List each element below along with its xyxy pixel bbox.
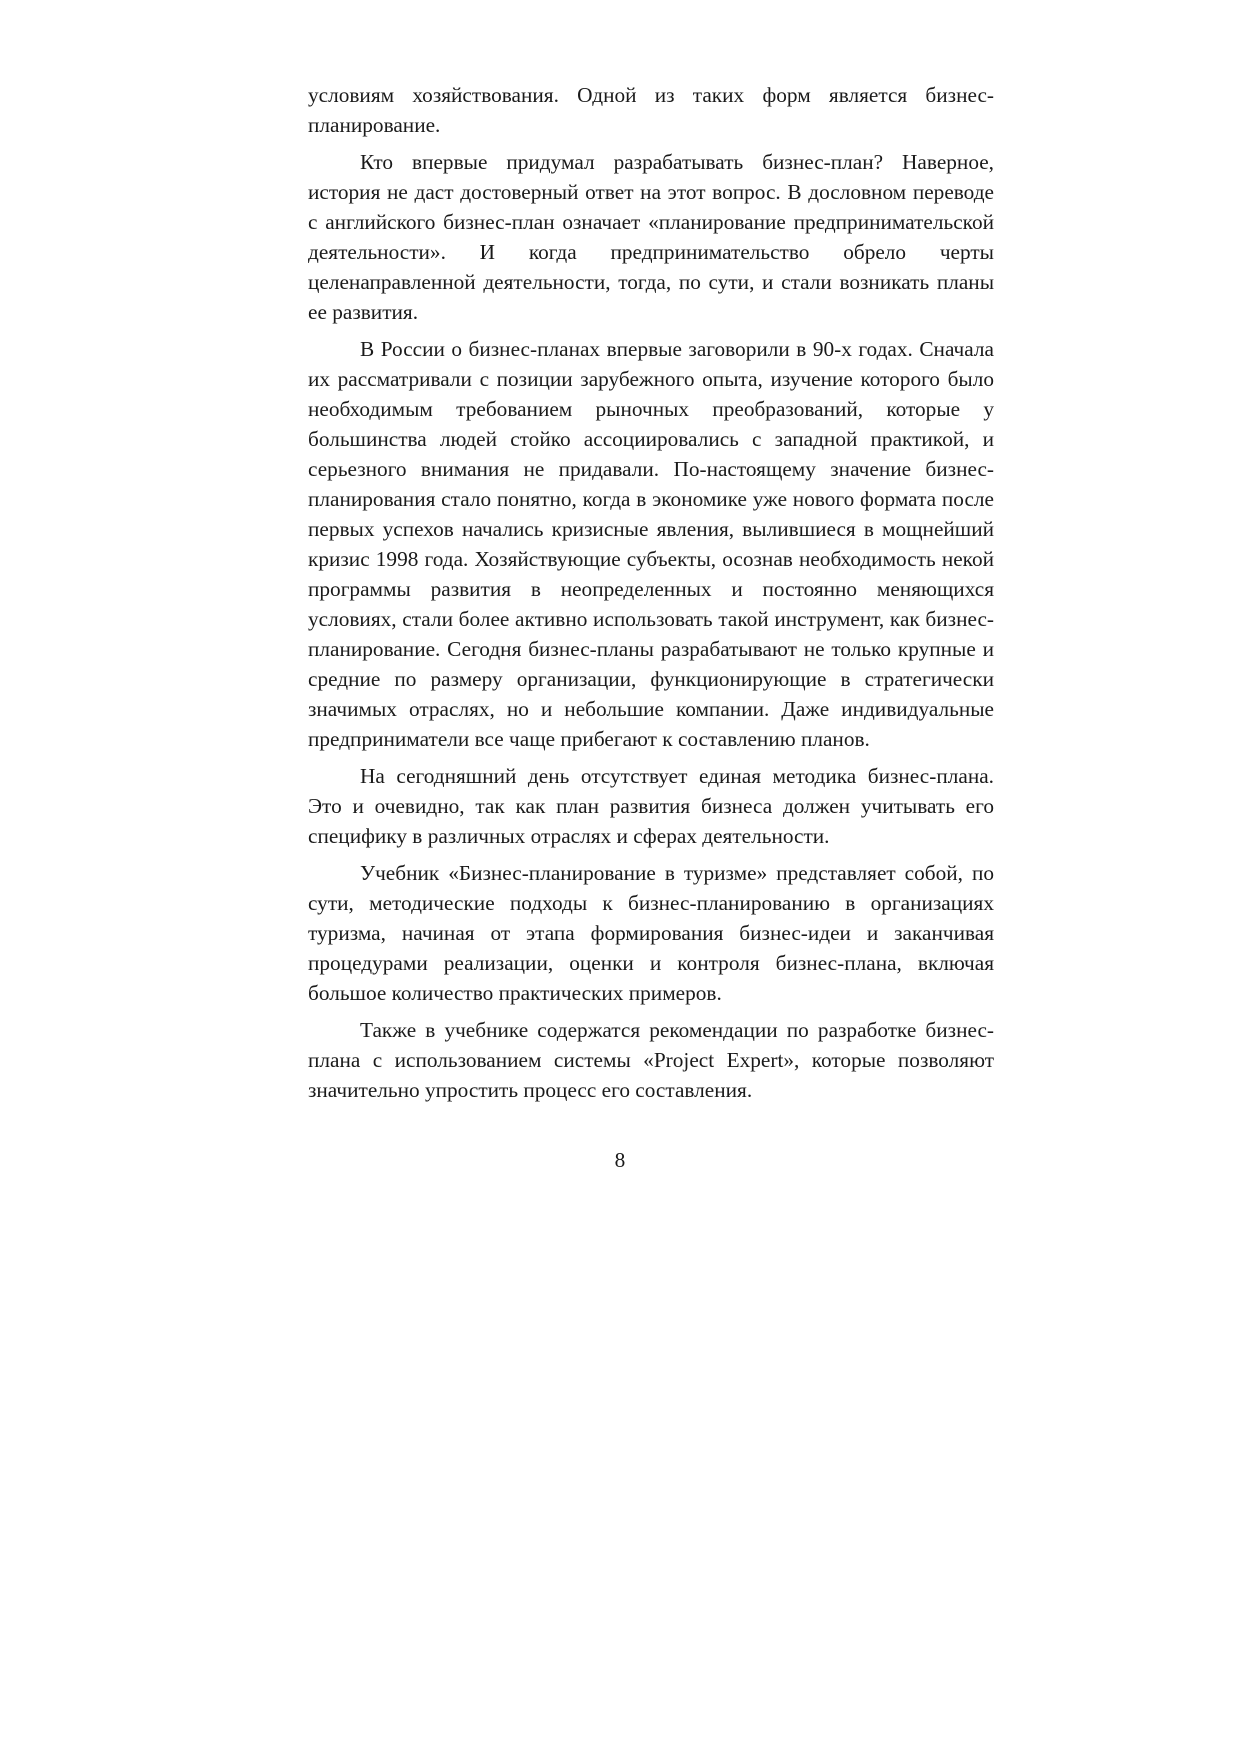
paragraph-project-expert: Также в учебнике содержатся рекомендации по разработке бизнес-плана с использованием системы «Project Expert», которые позволяют значительно упростить процесс его составления. [308,1018,994,1102]
paragraph-russia-history: В России о бизнес-планах впервые заговорили в 90-х годах. Сначала их рассматривали с позиции зарубежного опыта, изучение которого было необходимым требованием рыночных преобразований, которые у большинства людей стойко ассоциировались с западной практикой, и серьезного внимания не придавали. По-настоящему значение бизнес-планирования стало понятно, когда в экономике уже нового формата после первых успехов начались кризисные явления, вылившиеся в мощнейший кризис 1998 года. Хозяйствующие субъекты, осознав необходимость некой программы развития в неопределенных и постоянно меняющихся условиях, стали более активно использовать такой инструмент, как бизнес-планирование. Сегодня бизнес-планы разрабатывают не только крупные и средние по размеру организации, функционирующие в стратегически значимых отраслях, но и небольшие компании. Даже индивидуальные предприниматели все чаще прибегают к составлению планов. [308,337,994,751]
paragraph-textbook-description: Учебник «Бизнес-планирование в туризме» представляет собой, по сути, методические подходы к бизнес-планированию в организациях туризма, начиная от этапа формирования бизнес-идеи и заканчивая процедурами реализации, оценки и контроля бизнес-плана, включая большое количество практических примеров. [308,861,994,1005]
paragraph-business-plan-origin: Кто впервые придумал разрабатывать бизнес-план? Наверное, история не даст достоверный ответ на этот вопрос. В дословном переводе с английского бизнес-план означает «планирование предпринимательской деятельности». И когда предпринимательство обрело черты целенаправленной деятельности, тогда, по сути, и стали возникать планы ее развития. [308,150,994,324]
paragraph-continuation: условиям хозяйствования. Одной из таких форм является бизнес-планирование. [308,83,994,137]
page-number: 8 [614,1148,626,1172]
body-text [308,80,994,1112]
paragraph-methodology: На сегодняшний день отсутствует единая методика бизнес-плана. Это и очевидно, так как план развития бизнеса должен учитывать его специфику в различных отраслях и сферах деятельности. [308,764,994,848]
